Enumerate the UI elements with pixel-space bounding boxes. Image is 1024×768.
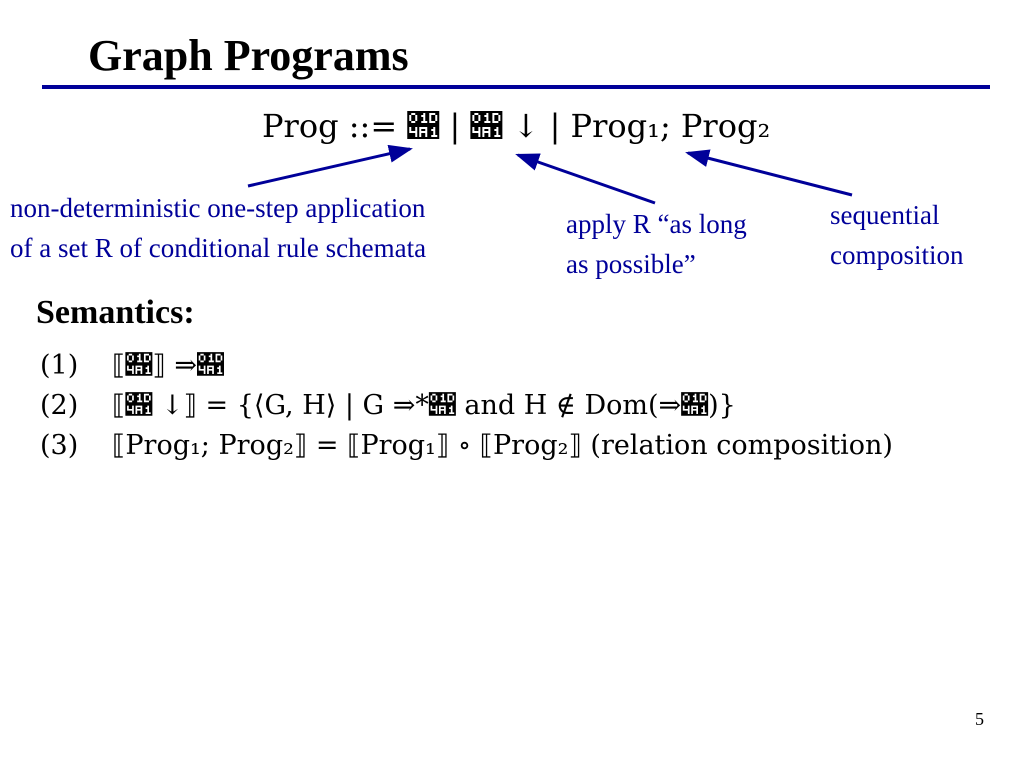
semantics-rule-1 [40,352,224,379]
grammar-formula: Prog ::= 𝒡 | 𝒡 ↓ | Prog₁; Prog₂ [262,107,771,145]
arrow-sequential-composition [688,153,852,195]
arrow-as-long-as-possible [518,155,655,203]
rule-formula: ⟦𝒡 ↓⟧ = {⟨G, H⟩ | G ⇒*𝒡 and H ∉ Dom(⇒𝒡)} [112,390,736,421]
semantics-heading: Semantics: [36,294,195,331]
rule-formula: ⟦Prog₁; Prog₂⟧ = ⟦Prog₁⟧ ∘ ⟦Prog₂⟧ (relation composition) [112,430,893,461]
semantics-rule-2 [40,392,736,419]
annotation-line: composition [830,240,964,270]
annotation-line: apply R “as long [566,209,747,239]
annotation-sequential-composition [830,195,964,275]
annotation-line: as possible” [566,249,696,279]
annotation-line: of a set R of conditional rule schemata [10,233,427,263]
annotation-line: non-deterministic one-step application [10,193,426,223]
rule-formula: ⟦𝒡⟧ ⇒𝒡 [112,350,224,381]
rule-number: (1) [40,350,79,381]
arrow-rule-application [248,149,410,186]
rule-number: (3) [40,430,79,461]
slide-title: Graph Programs [88,31,409,80]
rule-number: (2) [40,390,79,421]
annotation-as-long-as-possible [566,204,747,284]
annotation-line: sequential [830,200,940,230]
annotation-rule-application [10,188,426,268]
semantics-rule-3 [40,432,893,459]
page-number: 5 [975,709,984,729]
